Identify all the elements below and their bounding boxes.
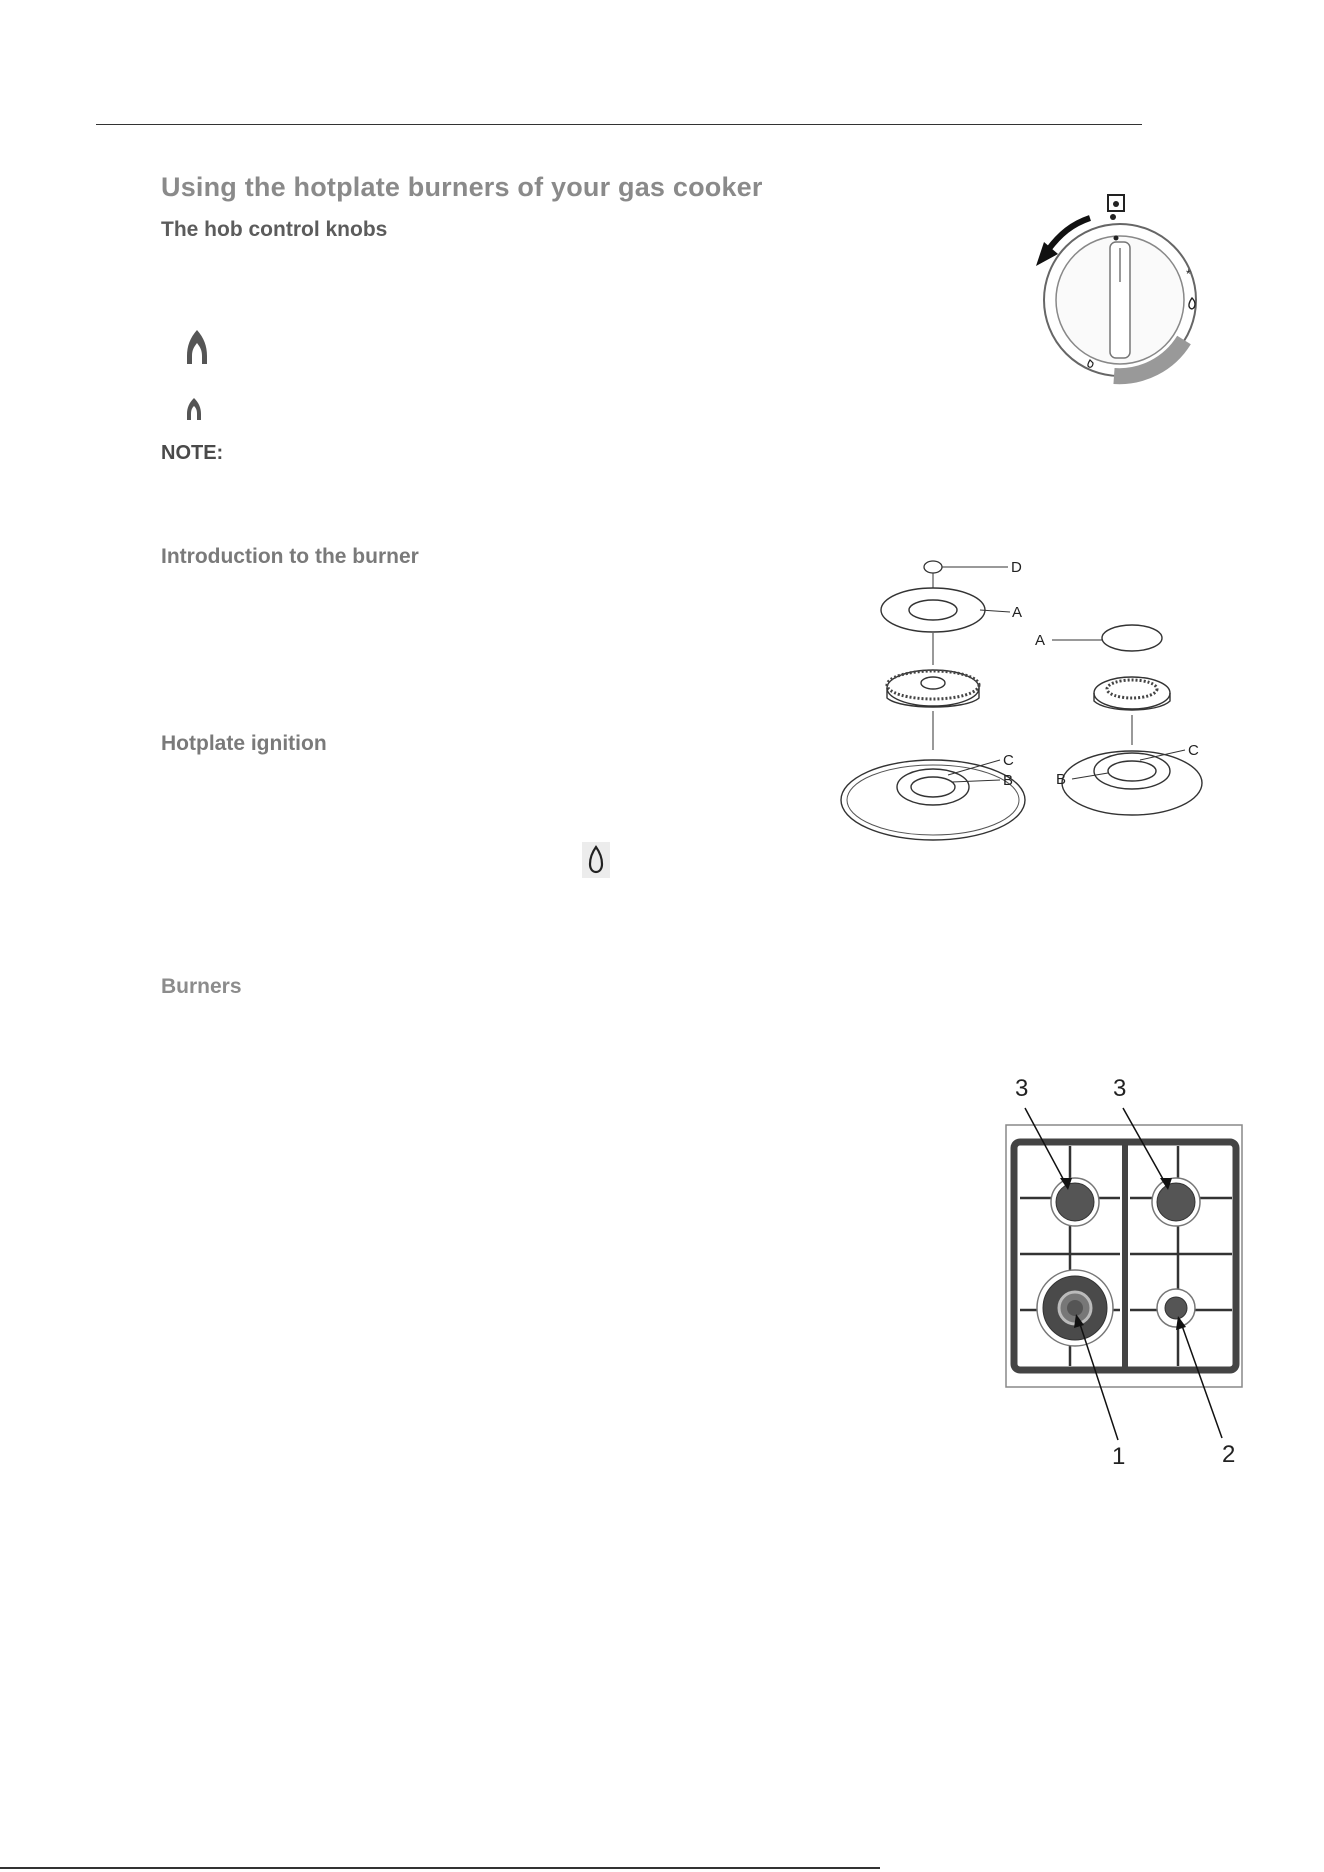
label-a-right: A xyxy=(1035,632,1046,649)
note-label: NOTE: xyxy=(161,442,224,464)
heading-hotplate-ignition: Hotplate ignition xyxy=(161,732,327,755)
svg-text:*: * xyxy=(1186,267,1191,281)
burner-exploded-diagram xyxy=(840,555,1220,885)
page-title: Using the hotplate burners of your gas cooker xyxy=(161,172,763,202)
header-rule xyxy=(96,124,1142,125)
heading-introduction-burner: Introduction to the burner xyxy=(161,545,419,568)
label-b-right: B xyxy=(1056,771,1067,788)
label-3-right: 3 xyxy=(1113,1075,1127,1102)
large-flame-icon xyxy=(184,328,210,366)
label-c-left: C xyxy=(1003,752,1014,769)
heading-hob-control-knobs: The hob control knobs xyxy=(161,218,388,241)
label-2: 2 xyxy=(1222,1441,1236,1468)
label-c-right: C xyxy=(1188,742,1199,759)
label-1: 1 xyxy=(1112,1443,1126,1470)
footer-rule xyxy=(0,1867,880,1869)
control-knob-figure xyxy=(1020,190,1220,390)
label-d: D xyxy=(1011,559,1022,576)
hob-layout-diagram xyxy=(1000,1070,1260,1480)
label-a-left: A xyxy=(1012,604,1023,621)
label-3-left: 3 xyxy=(1015,1075,1029,1102)
label-b-left: B xyxy=(1003,772,1014,789)
heading-burners: Burners xyxy=(161,975,242,998)
ignition-flame-icon xyxy=(582,842,610,878)
small-flame-icon xyxy=(185,396,203,422)
